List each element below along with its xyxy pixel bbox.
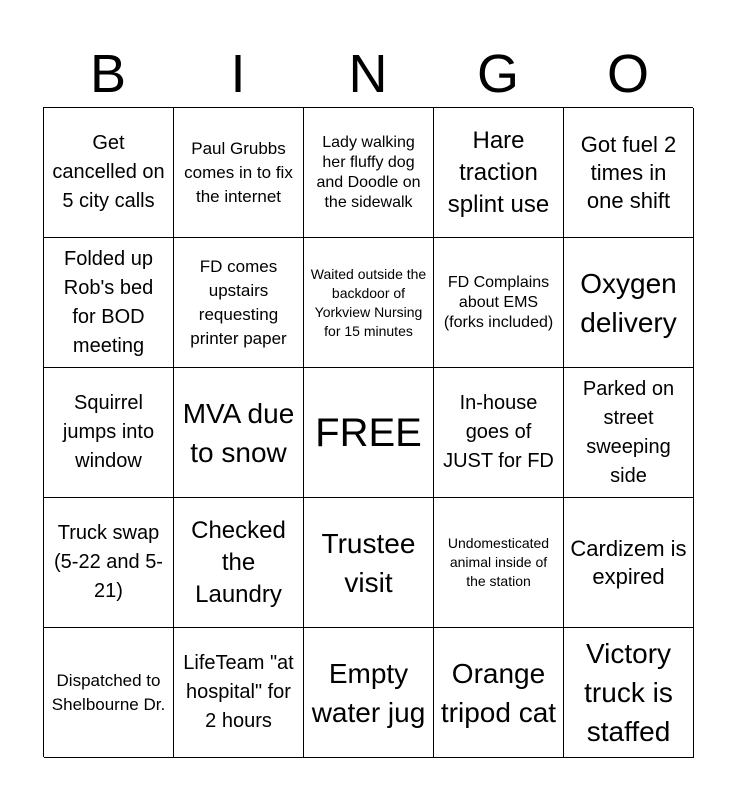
cell-text: Parked on street sweeping side <box>582 377 675 487</box>
bingo-cell[interactable] <box>564 498 694 628</box>
bingo-cell[interactable] <box>564 368 694 498</box>
bingo-cell[interactable] <box>174 498 304 628</box>
bingo-cell[interactable] <box>174 628 304 758</box>
header-letter-i: I <box>230 44 246 104</box>
bingo-board <box>43 107 693 757</box>
header-letter-b: B <box>89 44 127 104</box>
bingo-cell[interactable] <box>304 238 434 368</box>
header-letter-n: N <box>348 44 388 104</box>
bingo-cell[interactable] <box>174 108 304 238</box>
cell-text: Hare traction splint use <box>447 126 550 218</box>
bingo-cell[interactable] <box>434 498 564 628</box>
bingo-cell[interactable] <box>174 368 304 498</box>
cell-text: In-house goes of JUST for FD <box>443 392 554 472</box>
header-letter-g: G <box>476 44 519 104</box>
bingo-cell[interactable] <box>174 238 304 368</box>
cell-text: Cardizem is expired <box>570 535 687 589</box>
bingo-cell[interactable] <box>304 108 434 238</box>
bingo-cell[interactable] <box>434 628 564 758</box>
cell-text: Folded up Rob's bed for BOD meeting <box>63 247 154 357</box>
cell-text: Paul Grubbs comes in to fix the internet <box>184 138 293 206</box>
header-letter-o: O <box>606 44 649 104</box>
bingo-cell-free[interactable] <box>304 368 434 498</box>
cell-text: Empty water jug <box>311 657 426 728</box>
cell-text: Orange tripod cat <box>440 657 557 728</box>
bingo-cell[interactable] <box>44 498 174 628</box>
cell-text: Lady walking her fluffy dog and Doodle on the sidewalk <box>316 133 421 211</box>
bingo-cell[interactable] <box>564 628 694 758</box>
cell-text: Squirrel jumps into window <box>62 392 155 472</box>
bingo-cell[interactable] <box>44 238 174 368</box>
cell-text: Truck swap (5-22 and 5-21) <box>54 522 163 602</box>
cell-text: FD Complains about EMS (forks included) <box>443 273 554 331</box>
cell-text: Trustee visit <box>321 527 416 598</box>
bingo-cell[interactable] <box>564 108 694 238</box>
cell-text: Get cancelled on 5 city calls <box>52 132 165 212</box>
cell-text: Oxygen delivery <box>580 267 677 338</box>
bingo-cell[interactable] <box>44 628 174 758</box>
bingo-cell[interactable] <box>434 238 564 368</box>
bingo-cell[interactable] <box>304 498 434 628</box>
bingo-cell[interactable] <box>304 628 434 758</box>
bingo-cell[interactable] <box>434 368 564 498</box>
cell-text: Checked the Laundry <box>191 516 286 608</box>
bingo-cell[interactable] <box>44 108 174 238</box>
bingo-header <box>43 42 693 106</box>
cell-text: LifeTeam "at hospital" for 2 hours <box>183 652 294 732</box>
bingo-cell[interactable] <box>564 238 694 368</box>
cell-text: Dispatched to Shelbourne Dr. <box>51 670 166 714</box>
cell-text: MVA due to snow <box>182 397 295 468</box>
cell-text: FREE <box>315 410 422 455</box>
cell-text: Got fuel 2 times in one shift <box>580 131 677 213</box>
bingo-cell[interactable] <box>44 368 174 498</box>
cell-text: Waited outside the backdoor of Yorkview Nursing for 15 minutes <box>310 265 427 339</box>
cell-text: Victory truck is staffed <box>584 638 673 747</box>
cell-text: Undomesticated animal inside of the station <box>447 535 550 589</box>
cell-text: FD comes upstairs requesting printer paper <box>190 256 287 348</box>
bingo-cell[interactable] <box>434 108 564 238</box>
